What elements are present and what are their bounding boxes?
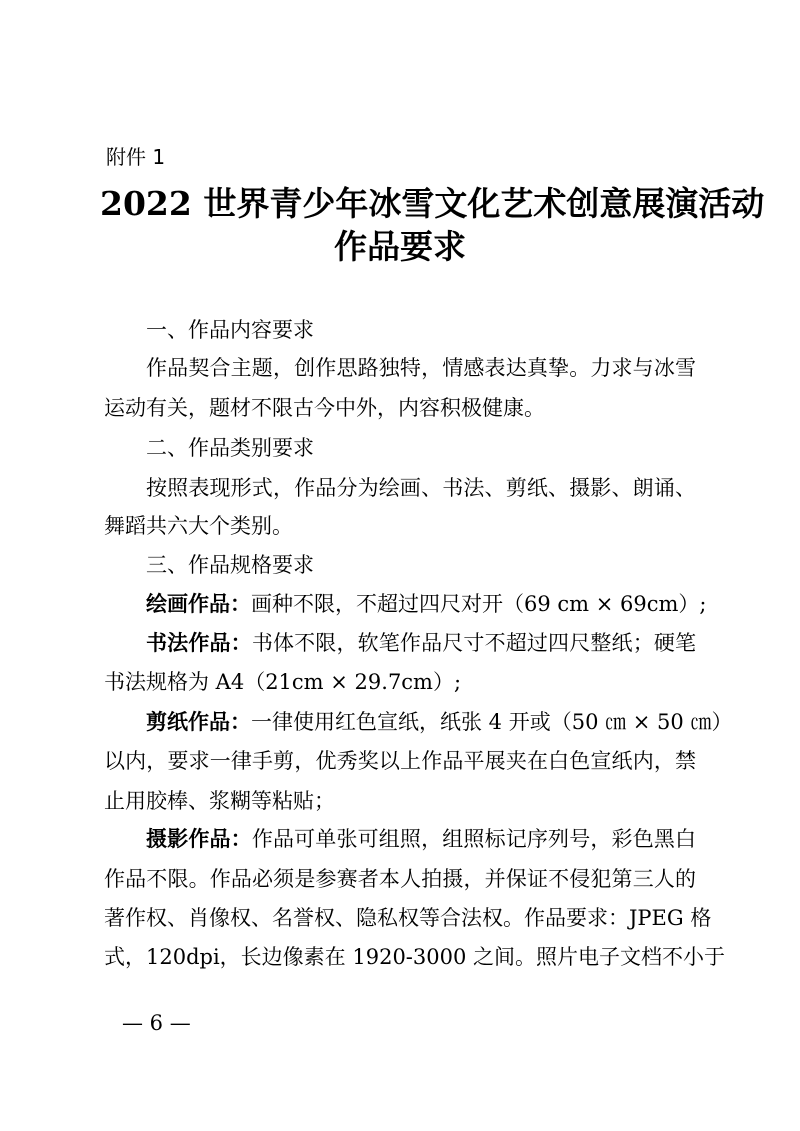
paragraph-line: 作品契合主题，创作思路独特，情感表达真挚。力求与冰雪 — [146, 356, 696, 380]
spec-calligraphy-text: 书体不限，软笔作品尺寸不超过四尺整纸；硬笔 — [251, 631, 697, 655]
spec-calligraphy-label: 书法作品： — [146, 631, 252, 655]
page-number: — 6 — — [122, 1011, 191, 1035]
section-heading-category: 二、作品类别要求 — [146, 436, 314, 460]
paragraph-line: 书法规格为 A4（21cm × 29.7cm）; — [104, 670, 462, 694]
document-title-line-1: 2022 世界青少年冰雪文化艺术创意展演活动 — [100, 184, 765, 223]
paragraph-line: 运动有关，题材不限古今中外，内容积极健康。 — [104, 396, 545, 420]
paragraph-line: 著作权、肖像权、名誉权、隐私权等合法权。作品要求：JPEG 格 — [104, 906, 712, 930]
section-heading-content: 一、作品内容要求 — [146, 318, 314, 342]
paragraph-line: 止用胶棒、浆糊等粘贴； — [104, 789, 335, 813]
spec-photo — [146, 822, 696, 856]
spec-calligraphy — [146, 626, 696, 660]
section-heading-spec: 三、作品规格要求 — [146, 553, 314, 577]
spec-photo-label: 摄影作品： — [146, 827, 252, 851]
spec-papercut-text: 一律使用红色宣纸，纸张 4 开或（50 ㎝ × 50 ㎝） — [251, 710, 733, 734]
paragraph-line: 式，120dpi，长边像素在 1920-3000 之间。照片电子文档不小于 — [104, 945, 726, 969]
document-title-line-2: 作品要求 — [334, 227, 466, 266]
spec-papercut-label: 剪纸作品： — [146, 710, 251, 734]
spec-painting-text: 画种不限，不超过四尺对开（69 cm × 69cm）; — [251, 592, 707, 616]
spec-painting-label: 绘画作品： — [146, 592, 251, 616]
paragraph-line: 作品不限。作品必须是参赛者本人拍摄，并保证不侵犯第三人的 — [104, 867, 696, 891]
attachment-label: 附件 1 — [106, 145, 166, 169]
spec-photo-text: 作品可单张可组照，组照标记序列号，彩色黑白 — [251, 827, 697, 851]
paragraph-line: 舞蹈共六大个类别。 — [104, 514, 293, 538]
spec-papercut — [146, 705, 733, 739]
spec-painting — [146, 587, 707, 621]
paragraph-line: 按照表现形式，作品分为绘画、书法、剪纸、摄影、朗诵、 — [146, 476, 696, 500]
paragraph-line: 以内，要求一律手剪，优秀奖以上作品平展夹在白色宣纸内，禁 — [104, 749, 696, 773]
